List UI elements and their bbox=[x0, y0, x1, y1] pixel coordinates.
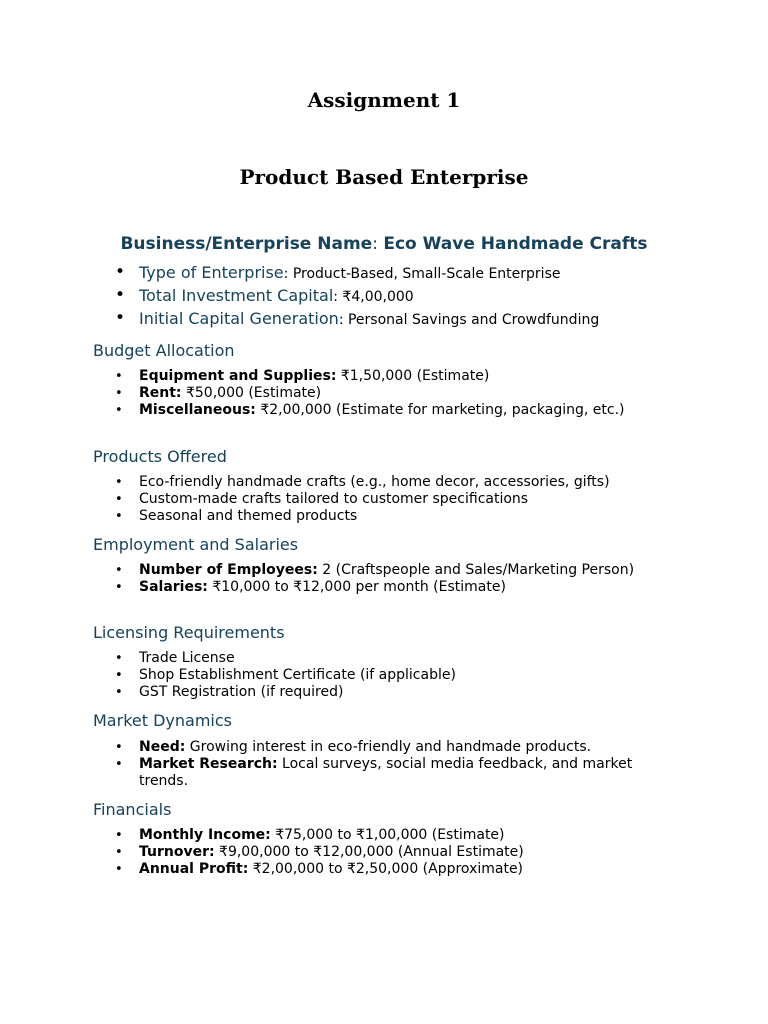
list-item bbox=[115, 579, 655, 596]
item-text: Custom-made crafts tailored to customer specifications bbox=[139, 491, 529, 507]
item-text: Local surveys, social media feedback, and market trends. bbox=[139, 756, 633, 789]
list-item bbox=[115, 684, 655, 701]
item-text: Eco-friendly handmade crafts (e.g., home decor, accessories, gifts) bbox=[139, 474, 610, 490]
item-text: ₹1,50,000 (Estimate) bbox=[336, 368, 490, 384]
overview-value: : Product-Based, Small-Scale Enterprise bbox=[283, 266, 561, 282]
business-name-value: Eco Wave Handmade Crafts bbox=[383, 234, 648, 254]
list-item bbox=[115, 667, 655, 684]
item-label: Market Research: bbox=[139, 756, 278, 772]
list-item bbox=[115, 861, 655, 878]
item-text: ₹10,000 to ₹12,000 per month (Estimate) bbox=[207, 579, 506, 595]
list-item bbox=[115, 650, 655, 667]
item-label: Turnover: bbox=[139, 844, 215, 860]
overview-item bbox=[115, 307, 599, 330]
section-heading-employment: Employment and Salaries bbox=[93, 535, 299, 554]
financials-list bbox=[115, 827, 655, 878]
item-text: ₹50,000 (Estimate) bbox=[181, 385, 322, 401]
overview-key: Total Investment Capital bbox=[139, 286, 334, 305]
list-item bbox=[115, 368, 655, 385]
document-title: Assignment 1 bbox=[307, 88, 461, 112]
item-text: Trade License bbox=[139, 650, 235, 666]
document-subtitle: Product Based Enterprise bbox=[239, 165, 529, 189]
overview-key: Type of Enterprise bbox=[139, 263, 284, 282]
item-text: Seasonal and themed products bbox=[139, 508, 358, 524]
item-label: Equipment and Supplies: bbox=[139, 368, 337, 384]
list-item bbox=[115, 739, 655, 756]
section-heading-market: Market Dynamics bbox=[93, 711, 232, 730]
overview-value: : ₹4,00,000 bbox=[333, 289, 414, 305]
item-label: Monthly Income: bbox=[139, 827, 271, 843]
item-label: Salaries: bbox=[139, 579, 208, 595]
budget-list bbox=[115, 368, 655, 419]
overview-item bbox=[115, 261, 599, 284]
item-label: Miscellaneous: bbox=[139, 402, 256, 418]
section-heading-products: Products Offered bbox=[93, 447, 227, 466]
item-text: Growing interest in eco-friendly and handmade products. bbox=[185, 739, 592, 755]
business-name-label: Business/Enterprise Name bbox=[120, 234, 373, 254]
section-heading-licensing: Licensing Requirements bbox=[93, 623, 285, 642]
list-item bbox=[115, 385, 655, 402]
item-label: Rent: bbox=[139, 385, 182, 401]
item-label: Number of Employees: bbox=[139, 562, 318, 578]
list-item bbox=[115, 562, 655, 579]
section-heading-budget: Budget Allocation bbox=[93, 341, 235, 360]
list-item bbox=[115, 402, 655, 419]
employment-list bbox=[115, 562, 655, 596]
licensing-list bbox=[115, 650, 655, 701]
list-item bbox=[115, 827, 655, 844]
list-item bbox=[115, 756, 655, 790]
item-text: GST Registration (if required) bbox=[139, 684, 344, 700]
item-label: Need: bbox=[139, 739, 186, 755]
item-text: Shop Establishment Certificate (if applicable) bbox=[139, 667, 456, 683]
overview-value: : Personal Savings and Crowdfunding bbox=[338, 312, 600, 328]
list-item bbox=[115, 474, 655, 491]
list-item bbox=[115, 508, 655, 525]
overview-list bbox=[115, 261, 599, 330]
section-heading-financials: Financials bbox=[93, 800, 172, 819]
item-text: 2 (Craftspeople and Sales/Marketing Person) bbox=[317, 562, 635, 578]
list-item bbox=[115, 491, 655, 508]
list-item bbox=[115, 844, 655, 861]
item-text: ₹2,00,000 (Estimate for marketing, packaging, etc.) bbox=[255, 402, 625, 418]
overview-item bbox=[115, 284, 599, 307]
item-text: ₹75,000 to ₹1,00,000 (Estimate) bbox=[270, 827, 505, 843]
business-name-line bbox=[0, 234, 768, 254]
business-name-separator: : bbox=[372, 234, 384, 254]
products-list bbox=[115, 474, 655, 525]
item-text: ₹2,00,000 to ₹2,50,000 (Approximate) bbox=[248, 861, 524, 877]
overview-key: Initial Capital Generation bbox=[139, 309, 339, 328]
market-list bbox=[115, 739, 655, 790]
item-label: Annual Profit: bbox=[139, 861, 249, 877]
item-text: ₹9,00,000 to ₹12,00,000 (Annual Estimate) bbox=[214, 844, 524, 860]
